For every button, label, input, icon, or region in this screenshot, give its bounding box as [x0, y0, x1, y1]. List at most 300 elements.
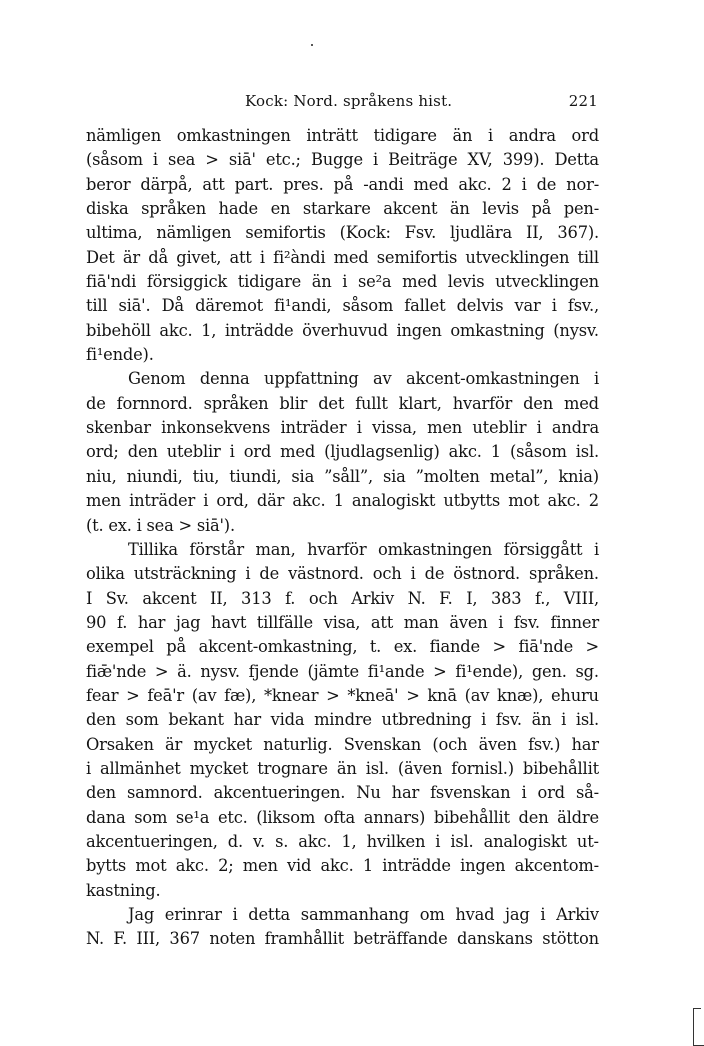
running-title: Kock: Nord. språkens hist.: [245, 92, 453, 110]
word: har: [233, 710, 261, 730]
word: akcent: [142, 588, 197, 608]
word: Då: [161, 296, 184, 316]
word: 399).: [502, 150, 545, 170]
word: om: [419, 905, 445, 924]
word: >: [433, 661, 447, 681]
word: i: [435, 831, 441, 851]
word: inträdde: [382, 856, 451, 876]
word: ex.: [393, 637, 418, 657]
text-line: [86, 440, 599, 464]
word: detta: [248, 905, 291, 924]
word: isl.: [450, 831, 474, 851]
word: v.: [252, 831, 266, 851]
word: t.: [369, 637, 382, 657]
word: med: [563, 393, 599, 413]
word: stötton: [542, 929, 599, 949]
word: även: [449, 612, 488, 632]
word: 1,: [341, 831, 357, 851]
text-line: [86, 148, 599, 172]
word: mot: [508, 491, 540, 511]
word: i: [373, 150, 379, 170]
text-line: [86, 684, 599, 708]
word: semifortis: [376, 247, 458, 267]
word: (även: [397, 758, 443, 778]
word: etc.;: [265, 150, 301, 170]
word: tidigare: [237, 272, 302, 292]
word: siā'.: [118, 296, 151, 316]
print-speck: [311, 44, 313, 46]
word: klart,: [398, 393, 442, 413]
word: 1: [490, 442, 501, 462]
word: västnord.: [288, 564, 364, 584]
word: f.: [285, 588, 296, 608]
word: Tillika: [128, 539, 178, 559]
running-header: [87, 92, 598, 112]
word: vid: [287, 856, 312, 876]
word: framhållit: [264, 929, 344, 949]
word: finner: [550, 612, 599, 632]
word: 2: [501, 174, 512, 194]
word: än: [336, 758, 357, 778]
word: fiǣ'nde: [86, 661, 147, 681]
word: i: [229, 442, 235, 462]
text-line: [86, 660, 599, 684]
word: dana: [86, 807, 126, 827]
word: niu,: [86, 466, 117, 486]
word: VIII,: [563, 588, 599, 608]
word: 367).: [557, 223, 599, 243]
word: då: [148, 247, 168, 267]
text-line: [86, 635, 599, 659]
word: f.: [116, 612, 128, 632]
word: kastning.: [86, 880, 161, 900]
word: erinrar: [164, 905, 222, 924]
word: fi¹ende).: [86, 345, 154, 365]
word: ä.: [177, 661, 192, 681]
word: II,: [210, 588, 228, 608]
word: Detta: [554, 150, 599, 170]
word: siā': [228, 150, 256, 170]
word: ex.: [108, 515, 132, 535]
word: men: [242, 856, 278, 876]
word: uppfattning: [264, 369, 359, 389]
text-line: [86, 806, 599, 830]
word: fsv.): [528, 734, 561, 754]
word: >: [492, 637, 506, 657]
word: givet,: [176, 247, 222, 267]
word: de: [424, 564, 445, 584]
word: mindre: [314, 710, 372, 730]
word: ingen: [396, 320, 442, 340]
word: har: [137, 612, 166, 632]
word: i: [410, 564, 416, 584]
word: att: [229, 247, 252, 267]
word: att: [370, 612, 394, 632]
word: niundi,: [126, 466, 183, 486]
word: isl.: [575, 442, 599, 462]
word: mot: [135, 856, 167, 876]
word: fi²àndi: [273, 247, 326, 267]
word: d.: [227, 831, 243, 851]
word: isl.: [575, 710, 599, 730]
word: de: [259, 564, 280, 584]
word: med: [333, 247, 369, 267]
word: bibehöll: [86, 320, 151, 340]
word: knæ),: [497, 685, 544, 705]
word: andra: [508, 126, 556, 145]
word: Sv.: [105, 588, 129, 608]
word: sea: [146, 515, 174, 535]
word: fi¹ande: [367, 661, 425, 681]
text-line: [86, 903, 599, 927]
word: och: [308, 588, 338, 608]
word: (Kock:: [339, 223, 391, 243]
word: i: [593, 369, 599, 389]
word: fear: [86, 685, 119, 705]
word: olika: [86, 564, 125, 584]
word: fornnord.: [116, 393, 193, 413]
word: se¹a: [175, 807, 210, 827]
word: uteblir: [166, 442, 221, 462]
word: II,: [525, 223, 544, 243]
word: utvecklingen: [465, 247, 570, 267]
word: omkastningen: [176, 126, 291, 145]
text-line: [86, 221, 599, 245]
text-line: [86, 562, 599, 586]
word: i: [488, 126, 494, 145]
word: fi¹ende),: [455, 661, 524, 681]
word: (t.: [86, 515, 104, 535]
word: 367: [169, 929, 200, 949]
word: man,: [255, 539, 296, 559]
word: med: [402, 272, 438, 292]
word: i: [86, 758, 92, 778]
word: naturlig.: [263, 734, 333, 754]
word: denna: [199, 369, 250, 389]
word: 383: [490, 588, 522, 608]
word: Arkiv: [351, 588, 395, 608]
word: däremot: [195, 296, 264, 316]
word: Svenskan: [343, 734, 422, 754]
word: inträdde: [224, 320, 294, 340]
word: hvad: [455, 905, 495, 924]
word: nämligen: [156, 223, 232, 243]
word: därpå,: [140, 174, 193, 194]
word: men: [86, 491, 121, 511]
word: fsv.,: [567, 296, 599, 316]
word: ord: [243, 442, 272, 462]
word: levis: [447, 272, 485, 292]
word: var: [514, 296, 541, 316]
word: 2: [588, 491, 599, 511]
word: att: [202, 174, 225, 194]
word: på: [531, 199, 552, 219]
text-line: [86, 514, 599, 538]
word: än: [449, 199, 470, 219]
word: knia): [558, 466, 599, 486]
word: levis: [482, 199, 519, 219]
word: havt: [211, 612, 247, 632]
word: hvarför: [452, 393, 513, 413]
word: Fsv.: [404, 223, 437, 243]
word: språken.: [529, 564, 599, 584]
word: den: [518, 807, 549, 827]
word: försiggick: [146, 272, 228, 292]
word: fsv.: [495, 710, 522, 730]
word: annars): [363, 807, 426, 827]
word: till: [86, 296, 108, 316]
word: av: [373, 369, 392, 389]
word: analogiskt: [351, 491, 436, 511]
word: siā').: [196, 515, 235, 535]
word: ord,: [216, 491, 249, 511]
word: pres.: [283, 174, 324, 194]
body-text: [86, 124, 599, 952]
text-line: [86, 367, 599, 391]
word: blir: [279, 393, 308, 413]
word: beträffande: [353, 929, 448, 949]
word: bibehållit: [522, 758, 599, 778]
word: 2;: [218, 856, 234, 876]
word: metal”,: [489, 466, 549, 486]
word: >: [126, 685, 140, 705]
word: visa,: [323, 612, 361, 632]
word: exempel: [86, 637, 154, 657]
word: i: [136, 515, 142, 535]
word: akcentom-: [514, 856, 599, 876]
word: Orsaken: [86, 734, 154, 754]
word: nysv.: [200, 661, 240, 681]
word: se²a: [358, 272, 392, 292]
word: diska: [86, 199, 129, 219]
word: en: [270, 199, 291, 219]
word: akc.: [292, 491, 326, 511]
word: inträder: [129, 491, 196, 511]
word: delvis: [456, 296, 504, 316]
word: har: [571, 734, 599, 754]
word: mycket: [189, 758, 249, 778]
word: överhuvud: [302, 320, 388, 340]
text-line: [86, 927, 599, 951]
word: (nysv.: [553, 320, 599, 340]
word: Beiträge: [388, 150, 458, 170]
word: på: [333, 174, 354, 194]
page-edge-mark: [693, 1008, 704, 1046]
word: (jämte: [307, 661, 359, 681]
word: akcentueringen,: [86, 831, 218, 851]
word: än: [311, 272, 332, 292]
word: omkastningen: [378, 539, 493, 559]
word: (och: [432, 734, 468, 754]
word: skenbar: [86, 418, 151, 438]
word: andra: [551, 418, 599, 438]
word: förstår: [189, 539, 245, 559]
text-line: [86, 465, 599, 489]
word: III,: [136, 929, 161, 949]
word: Det: [86, 247, 115, 267]
word: feā'r: [147, 685, 184, 705]
word: det: [318, 393, 345, 413]
word: till: [577, 247, 599, 267]
word: är: [165, 734, 183, 754]
text-line: [86, 392, 599, 416]
text-line: [86, 173, 599, 197]
word: isl.: [365, 758, 389, 778]
word: akc.: [458, 174, 492, 194]
word: utvecklingen: [495, 272, 599, 292]
word: starkare: [302, 199, 371, 219]
word: I,: [466, 588, 478, 608]
text-line: [86, 489, 599, 513]
word: man: [403, 612, 439, 632]
word: i: [342, 272, 348, 292]
word: akcentueringen.: [213, 783, 346, 803]
word: i: [593, 539, 599, 559]
word: akc.: [159, 320, 193, 340]
text-line: [86, 246, 599, 270]
word: inträder: [280, 418, 347, 438]
word: och: [372, 564, 402, 584]
page-number: 221: [568, 92, 598, 110]
word: bekant: [168, 710, 224, 730]
word: med: [280, 442, 316, 462]
word: danskans: [457, 929, 533, 949]
word: utbytts: [443, 491, 501, 511]
word: i: [536, 418, 542, 438]
text-line: [86, 270, 599, 294]
word: akcent: [383, 199, 438, 219]
word: mycket: [193, 734, 253, 754]
word: allmänhet: [100, 758, 181, 778]
text-line: [86, 416, 599, 440]
word: de: [86, 393, 106, 413]
word: >: [585, 637, 599, 657]
word: sammanhang: [300, 905, 410, 924]
word: gen.: [531, 661, 567, 681]
word: bibehållit: [433, 807, 510, 827]
text-line: [86, 879, 599, 903]
word: tillfälle: [256, 612, 313, 632]
word: noten: [209, 929, 256, 949]
word: >: [205, 150, 219, 170]
word: Genom: [128, 369, 186, 389]
word: akcent-omkastning,: [198, 637, 358, 657]
word: pen-: [563, 199, 599, 219]
word: i: [561, 710, 567, 730]
word: som: [125, 710, 159, 730]
word: såsom: [342, 296, 394, 316]
word: Bugge: [310, 150, 363, 170]
word: 1,: [201, 320, 217, 340]
word: >: [178, 515, 192, 535]
word: fsvenskan: [430, 783, 511, 803]
word: utbredning: [381, 710, 472, 730]
word: ehuru: [550, 685, 599, 705]
text-line: [86, 733, 599, 757]
word: trognare: [257, 758, 328, 778]
word: ”såll”,: [324, 466, 373, 486]
word: ”molten: [415, 466, 480, 486]
word: den: [127, 442, 158, 462]
word: hvilken: [366, 831, 426, 851]
word: nämligen: [86, 126, 161, 145]
word: akc.: [175, 856, 209, 876]
word: Arkiv: [556, 905, 599, 924]
word: knā: [427, 685, 457, 705]
word: samnord.: [126, 783, 203, 803]
word: tidigare: [373, 126, 437, 145]
word: *knear: [263, 685, 319, 705]
word: N.: [86, 929, 104, 949]
word: 1: [362, 856, 373, 876]
word: sia: [382, 466, 406, 486]
text-line: [86, 124, 599, 148]
word: i: [245, 564, 251, 584]
word: (såsom: [509, 442, 567, 462]
word: har: [391, 783, 420, 803]
word: 313: [241, 588, 272, 608]
word: inträtt: [306, 126, 358, 145]
word: i: [498, 612, 504, 632]
text-line: [86, 538, 599, 562]
word: Nu: [356, 783, 381, 803]
word: fullt: [355, 393, 388, 413]
word: bytts: [86, 856, 127, 876]
word: jag: [175, 612, 201, 632]
word: ofta: [323, 807, 356, 827]
word: N.: [407, 588, 426, 608]
word: så-: [575, 783, 599, 803]
word: i: [521, 783, 527, 803]
word: ljudlära: [450, 223, 512, 243]
word: part.: [234, 174, 274, 194]
word: än: [452, 126, 473, 145]
word: med: [413, 174, 449, 194]
word: hvarför: [307, 539, 367, 559]
word: i: [540, 905, 546, 924]
text-line: [86, 197, 599, 221]
word: (såsom: [86, 150, 143, 170]
word: i: [203, 491, 209, 511]
word: (liksom: [256, 807, 316, 827]
word: omkastning: [450, 320, 545, 340]
word: språken: [141, 199, 206, 219]
text-line: [86, 343, 599, 367]
text-line: [86, 830, 599, 854]
word: beror: [86, 174, 131, 194]
word: östnord.: [453, 564, 521, 584]
word: den: [86, 710, 116, 730]
word: där: [256, 491, 285, 511]
word: (av: [191, 685, 217, 705]
word: uteblir: [472, 418, 527, 438]
word: fiā'nde: [518, 637, 574, 657]
word: nor-: [566, 174, 599, 194]
word: semifortis: [245, 223, 326, 243]
word: äldre: [557, 807, 599, 827]
word: sg.: [575, 661, 599, 681]
word: 1: [333, 491, 344, 511]
word: fallet: [404, 296, 446, 316]
word: F.: [113, 929, 127, 949]
word: 90: [86, 612, 107, 632]
word: ord;: [86, 442, 119, 462]
word: akc.: [298, 831, 332, 851]
word: ultima,: [86, 223, 143, 243]
text-line: [86, 781, 599, 805]
word: den: [86, 783, 116, 803]
word: än: [531, 710, 552, 730]
